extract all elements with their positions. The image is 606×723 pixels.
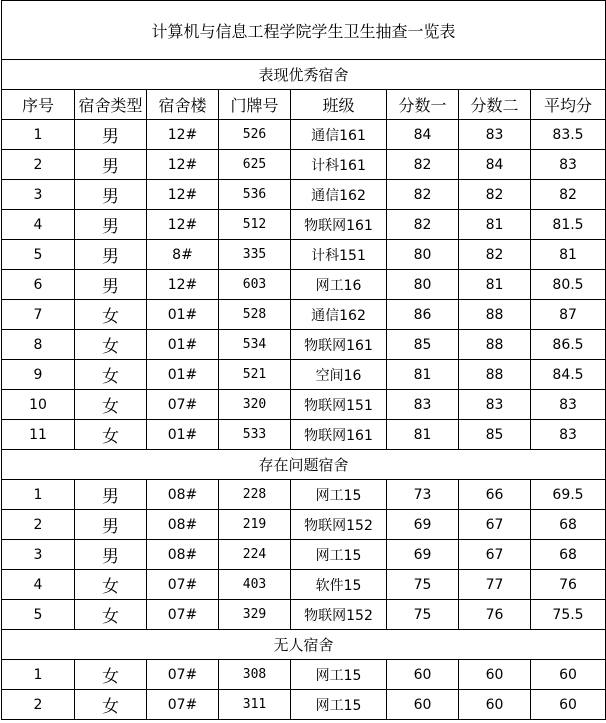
cell-dorm-type: 男 [75, 150, 147, 180]
cell-score-2: 60 [459, 690, 531, 720]
table-row [2, 540, 606, 570]
cell-score-1: 85 [387, 330, 459, 360]
cell-index: 1 [2, 480, 75, 510]
cell-dorm-type: 女 [75, 660, 147, 690]
cell-index: 5 [2, 600, 75, 630]
cell-class: 网工16 [291, 270, 387, 300]
cell-class: 网工15 [291, 480, 387, 510]
table-row [2, 690, 606, 720]
cell-class: 通信161 [291, 120, 387, 150]
table-row [2, 270, 606, 300]
table-row [2, 300, 606, 330]
column-header: 平均分 [531, 90, 606, 120]
cell-score-2: 84 [459, 150, 531, 180]
cell-score-2: 88 [459, 360, 531, 390]
cell-index: 6 [2, 270, 75, 300]
cell-score-1: 82 [387, 180, 459, 210]
table-title: 计算机与信息工程学院学生卫生抽查一览表 [2, 1, 606, 60]
section-row [2, 450, 606, 480]
cell-index: 3 [2, 540, 75, 570]
cell-building: 07# [147, 570, 219, 600]
table-row [2, 420, 606, 450]
cell-building: 12# [147, 270, 219, 300]
cell-average: 83 [531, 150, 606, 180]
cell-index: 2 [2, 690, 75, 720]
cell-room: 224 [219, 540, 291, 570]
cell-room: 329 [219, 600, 291, 630]
cell-score-1: 69 [387, 510, 459, 540]
section-title: 无人宿舍 [2, 630, 606, 660]
cell-score-1: 80 [387, 270, 459, 300]
cell-index: 10 [2, 390, 75, 420]
section-title: 存在问题宿舍 [2, 450, 606, 480]
cell-dorm-type: 女 [75, 390, 147, 420]
cell-class: 物联网152 [291, 600, 387, 630]
table-row [2, 150, 606, 180]
table-row [2, 120, 606, 150]
cell-building: 12# [147, 180, 219, 210]
cell-index: 4 [2, 570, 75, 600]
cell-building: 01# [147, 420, 219, 450]
cell-score-2: 76 [459, 600, 531, 630]
cell-room: 512 [219, 210, 291, 240]
cell-average: 60 [531, 690, 606, 720]
cell-average: 84.5 [531, 360, 606, 390]
table-row [2, 360, 606, 390]
cell-average: 68 [531, 540, 606, 570]
cell-index: 11 [2, 420, 75, 450]
cell-score-1: 69 [387, 540, 459, 570]
cell-score-1: 84 [387, 120, 459, 150]
column-header: 班级 [291, 90, 387, 120]
cell-average: 76 [531, 570, 606, 600]
title-row [2, 1, 606, 60]
section-row [2, 60, 606, 90]
table-row [2, 510, 606, 540]
cell-class: 计科161 [291, 150, 387, 180]
cell-index: 4 [2, 210, 75, 240]
cell-score-1: 75 [387, 570, 459, 600]
table-row [2, 240, 606, 270]
cell-dorm-type: 男 [75, 540, 147, 570]
cell-score-2: 77 [459, 570, 531, 600]
cell-room: 219 [219, 510, 291, 540]
cell-dorm-type: 女 [75, 300, 147, 330]
cell-building: 07# [147, 600, 219, 630]
table-row [2, 180, 606, 210]
cell-score-1: 60 [387, 660, 459, 690]
cell-class: 物联网161 [291, 330, 387, 360]
cell-score-1: 80 [387, 240, 459, 270]
cell-score-1: 82 [387, 150, 459, 180]
cell-dorm-type: 男 [75, 210, 147, 240]
cell-building: 01# [147, 330, 219, 360]
cell-average: 75.5 [531, 600, 606, 630]
cell-score-1: 86 [387, 300, 459, 330]
cell-building: 08# [147, 540, 219, 570]
column-header: 门牌号 [219, 90, 291, 120]
cell-class: 网工15 [291, 690, 387, 720]
cell-average: 83.5 [531, 120, 606, 150]
cell-dorm-type: 男 [75, 120, 147, 150]
cell-average: 81 [531, 240, 606, 270]
cell-building: 01# [147, 300, 219, 330]
cell-building: 8# [147, 240, 219, 270]
column-header: 分数二 [459, 90, 531, 120]
cell-room: 320 [219, 390, 291, 420]
cell-score-1: 82 [387, 210, 459, 240]
cell-dorm-type: 女 [75, 600, 147, 630]
cell-room: 228 [219, 480, 291, 510]
cell-dorm-type: 男 [75, 240, 147, 270]
cell-dorm-type: 女 [75, 420, 147, 450]
cell-index: 7 [2, 300, 75, 330]
column-header: 分数一 [387, 90, 459, 120]
cell-score-2: 83 [459, 390, 531, 420]
cell-building: 01# [147, 360, 219, 390]
cell-index: 3 [2, 180, 75, 210]
cell-room: 528 [219, 300, 291, 330]
cell-average: 83 [531, 420, 606, 450]
cell-score-2: 67 [459, 540, 531, 570]
cell-score-2: 83 [459, 120, 531, 150]
cell-average: 81.5 [531, 210, 606, 240]
cell-average: 69.5 [531, 480, 606, 510]
column-header: 宿舍楼 [147, 90, 219, 120]
table-row [2, 210, 606, 240]
cell-room: 536 [219, 180, 291, 210]
cell-score-2: 81 [459, 270, 531, 300]
cell-building: 12# [147, 120, 219, 150]
cell-building: 07# [147, 660, 219, 690]
table-row [2, 600, 606, 630]
cell-score-2: 85 [459, 420, 531, 450]
cell-room: 521 [219, 360, 291, 390]
cell-score-2: 82 [459, 180, 531, 210]
cell-score-2: 82 [459, 240, 531, 270]
cell-average: 86.5 [531, 330, 606, 360]
cell-average: 60 [531, 660, 606, 690]
cell-class: 网工15 [291, 660, 387, 690]
cell-dorm-type: 女 [75, 570, 147, 600]
cell-room: 335 [219, 240, 291, 270]
cell-class: 通信162 [291, 300, 387, 330]
cell-average: 80.5 [531, 270, 606, 300]
header-row [2, 90, 606, 120]
cell-building: 12# [147, 150, 219, 180]
cell-dorm-type: 女 [75, 330, 147, 360]
table-row [2, 570, 606, 600]
cell-average: 82 [531, 180, 606, 210]
cell-room: 603 [219, 270, 291, 300]
cell-score-1: 81 [387, 420, 459, 450]
cell-class: 物联网151 [291, 390, 387, 420]
cell-dorm-type: 男 [75, 510, 147, 540]
table-row [2, 330, 606, 360]
cell-class: 计科151 [291, 240, 387, 270]
cell-score-2: 66 [459, 480, 531, 510]
cell-dorm-type: 女 [75, 690, 147, 720]
cell-class: 物联网161 [291, 420, 387, 450]
cell-average: 68 [531, 510, 606, 540]
cell-building: 08# [147, 480, 219, 510]
cell-index: 1 [2, 120, 75, 150]
cell-dorm-type: 女 [75, 360, 147, 390]
cell-score-1: 75 [387, 600, 459, 630]
cell-building: 12# [147, 210, 219, 240]
cell-average: 83 [531, 390, 606, 420]
cell-score-1: 81 [387, 360, 459, 390]
cell-room: 533 [219, 420, 291, 450]
cell-score-2: 88 [459, 330, 531, 360]
cell-index: 2 [2, 510, 75, 540]
cell-room: 534 [219, 330, 291, 360]
cell-class: 通信162 [291, 180, 387, 210]
cell-room: 311 [219, 690, 291, 720]
table-row [2, 480, 606, 510]
section-title: 表现优秀宿舍 [2, 60, 606, 90]
table-row [2, 660, 606, 690]
cell-score-2: 67 [459, 510, 531, 540]
table-row [2, 390, 606, 420]
cell-dorm-type: 男 [75, 180, 147, 210]
cell-index: 2 [2, 150, 75, 180]
cell-room: 308 [219, 660, 291, 690]
cell-class: 软件15 [291, 570, 387, 600]
cell-room: 526 [219, 120, 291, 150]
cell-score-2: 81 [459, 210, 531, 240]
cell-class: 网工15 [291, 540, 387, 570]
cell-room: 403 [219, 570, 291, 600]
cell-class: 空间16 [291, 360, 387, 390]
cell-building: 07# [147, 390, 219, 420]
cell-index: 5 [2, 240, 75, 270]
cell-building: 07# [147, 690, 219, 720]
cell-class: 物联网161 [291, 210, 387, 240]
cell-score-2: 60 [459, 660, 531, 690]
cell-building: 08# [147, 510, 219, 540]
cell-class: 物联网152 [291, 510, 387, 540]
cell-room: 625 [219, 150, 291, 180]
cell-score-2: 88 [459, 300, 531, 330]
column-header: 序号 [2, 90, 75, 120]
cell-score-1: 73 [387, 480, 459, 510]
cell-average: 87 [531, 300, 606, 330]
column-header: 宿舍类型 [75, 90, 147, 120]
cell-dorm-type: 男 [75, 480, 147, 510]
cell-score-1: 83 [387, 390, 459, 420]
cell-index: 1 [2, 660, 75, 690]
cell-score-1: 60 [387, 690, 459, 720]
cell-index: 9 [2, 360, 75, 390]
cell-dorm-type: 男 [75, 270, 147, 300]
cell-index: 8 [2, 330, 75, 360]
section-row [2, 630, 606, 660]
hygiene-inspection-table [1, 0, 606, 720]
